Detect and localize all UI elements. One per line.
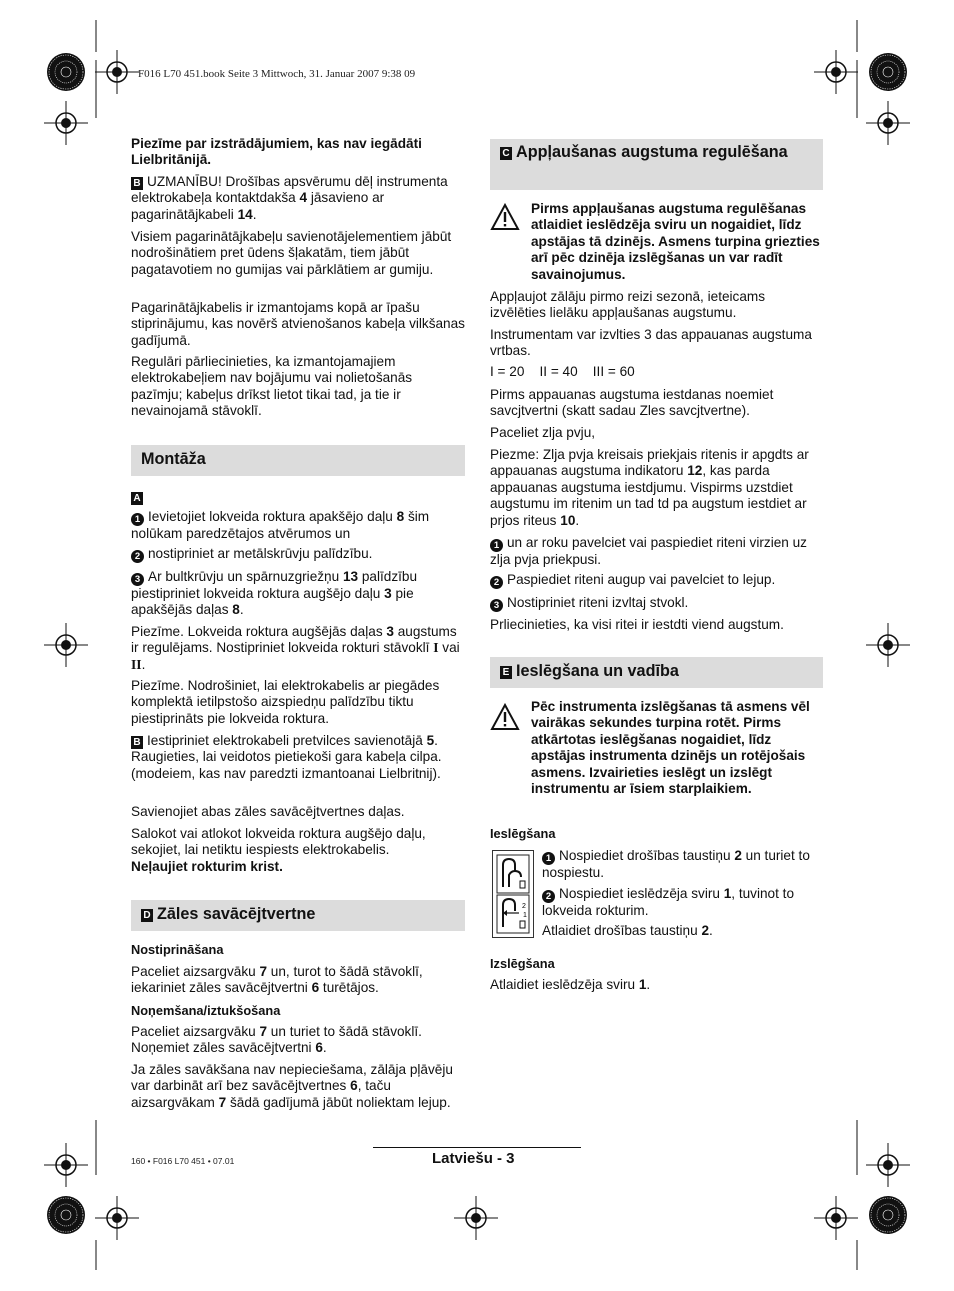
figure-letter-badge: B [131, 177, 143, 190]
figure-label-2: 2 [522, 903, 526, 910]
reg-mark-5 [44, 623, 88, 667]
star-mark-tr [869, 53, 907, 91]
note-handle-height: Piezīme. Lokveida roktura augšējās daļas 3 augstums ir regulējams. Nostipriniet lokveida rokturi stāvoklī I vai II. [131, 624, 460, 672]
reg-mark-2 [814, 50, 858, 94]
paragraph-remove-box: Pirms appauanas augstuma iestdanas noemiet savcjtvertni (skatt sadau Zles savcjtvertne). [490, 387, 774, 419]
reg-mark-9 [95, 1196, 139, 1240]
reg-mark-1 [95, 50, 139, 94]
reg-mark-4 [866, 101, 910, 145]
figure-letter-badge: D [141, 909, 153, 922]
footer-page-label: Latviešu - 3 [432, 1150, 515, 1167]
section-heading-montaza: Montāža [131, 445, 465, 476]
star-mark-br [869, 1196, 907, 1234]
height-step-1: 1 un ar roku pavelciet vai paspiediet riteni virzien uz zlja pvja priekpusi. [490, 535, 807, 567]
warning-triangle-icon [490, 203, 520, 231]
star-mark-tl [47, 53, 85, 91]
figure-ref-a [131, 489, 147, 505]
reg-mark-6 [866, 623, 910, 667]
height-step-2: 2 Paspiediet riteni augup vai pavelciet to lejup. [490, 572, 823, 589]
figure-label-1: 1 [523, 912, 527, 919]
paragraph-without-box: Ja zāles savākšana nav nepieciešama, zālāja pļāvēju var darbināt arī bez savācējtvertnes 6, taču aizsargvākam 7 šādā gadījumā jābūt noliektam lejup. [131, 1062, 453, 1110]
handle-switch-icon [493, 851, 533, 937]
paragraph-connectors: Visiem pagarinātājkabeļu savienotājelementiem jābūt nodrošinātiem pret ūdens šļakatām, tiem jābūt pagatavotiem no gumijas vai pārklātiem ar gumiju. [131, 229, 452, 277]
star-mark-bl [47, 1196, 85, 1234]
figure-letter-badge: B [131, 736, 143, 749]
step-marker: 2 [490, 576, 503, 589]
section-heading-cutting-height: C Appļaušanas augstuma regulēšana [490, 139, 823, 190]
print-header: F016 L70 451.book Seite 3 Mittwoch, 31. Januar 2007 9:38 09 [138, 68, 416, 80]
step-1: 1 Ievietojiet lokveida roktura apakšējo daļu 8 šim nolūkam paredzētajos atvērumos un [131, 509, 430, 541]
step-marker: 2 [131, 550, 144, 563]
height-values: I = 20 II = 40 III = 60 [490, 364, 635, 379]
step-marker: 2 [542, 890, 555, 903]
step-marker: 1 [490, 539, 503, 552]
paragraph-plug: B UZMANĪBU! Drošības apsvērumu dēļ instrumenta elektrokabeļa kontaktdakša 4 jāsavieno ar pagarinātājkabeli 14. [131, 174, 448, 222]
paragraph-folding: Salokot vai atlokot lokveida roktura augšējo daļu, sekojiet, lai netiktu iespiests elektrokabelis. [131, 826, 426, 858]
figure-letter-badge: C [500, 147, 512, 160]
subheading-switch-on: Ieslēgšana [490, 826, 556, 841]
figure-letter-badge: A [131, 492, 143, 505]
step-3: 3 Ar bultkrūvju un spārnuzgriežņu 13 palīdzību piestipriniet lokveida roktura augšējo daļu 3 pie apakšējās daļas 8. [131, 569, 418, 618]
paragraph-all-wheels: Prliecinieties, ka visi ritei ir iestdti viend augstum. [490, 617, 784, 632]
paragraph-lift-mower: Paceliet zlja pvju, [490, 425, 596, 440]
paragraph-strain-relief: B Iestipriniet elektrokabeli pretvilces savienotājā 5. Raugieties, lai veidotos pietiekoši gara kabeļa cilpa. (modeiem, kas nav paredzti izmantoanai Lielbritnij). [131, 733, 442, 781]
subheading-removal: Noņemšana/iztukšošana [131, 1003, 281, 1018]
paragraph-mounting: Paceliet aizsargvāku 7 un, turot to šādā stāvoklī, iekariniet zāles savācējtvertni 6 turētājos. [131, 964, 423, 996]
switch-step-1: 1 Nospiediet drošības taustiņu 2 un turiet to nospiestu. [542, 848, 810, 880]
note-title: Piezīme par izstrādājumiem, kas nav iegādāti Lielbritānijā. [131, 136, 422, 168]
reg-mark-10 [454, 1196, 498, 1240]
note-height-indicator: Piezme: Zlja pvja kreisais priekjais ritenis ir apgdts ar appauanas augstuma indikatoru 12, kas parda appauanas augstuma iestdjumu. Vispirms uzstdiet augstumu im ritenim un tad td pa augstum iestdiet ar prjos riteus 10. [490, 447, 809, 528]
step-marker: 1 [131, 513, 144, 526]
step-2: 2 nostipriniet ar metālskrūvju palīdzību. [131, 546, 465, 563]
reg-mark-8 [866, 1143, 910, 1187]
step-marker: 3 [131, 573, 144, 586]
warning-dont-drop: Neļaujiet rokturim krist. [131, 859, 283, 874]
note-cable-clips: Piezīme. Nodrošiniet, lai elektrokabelis ar piegādes komplektā ietilpstošo aizspiedņu palīdzību tiktu piestiprināts pie lokveida roktura. [131, 678, 440, 726]
reg-mark-7 [44, 1143, 88, 1187]
step-marker: 3 [490, 599, 503, 612]
paragraph-first-cut: Appļaujot zālāju pirmo reizi sezonā, ieteicams izvēlēties lielāku appļaušanas augstumu. [490, 289, 766, 321]
step-marker: 1 [542, 852, 555, 865]
switch-step-3: Atlaidiet drošības taustiņu 2. [542, 923, 713, 938]
warning-triangle-icon [490, 703, 520, 731]
paragraph-removal: Paceliet aizsargvāku 7 un turiet to šādā stāvoklī. Noņemiet zāles savācējtvertni 6. [131, 1024, 422, 1056]
warning-blade-rotation: Pēc instrumenta izslēgšanas tā asmens vēl vairākas sekundes turpina rotēt. Pirms atkārtotas ieslēgšanas nogaidiet, līdz apstājas instrumenta dzinējs un rotējošais asmens. Izvairieties ieslēgt un izslēgt instrumentu ar īsiem starplaikiem. [531, 699, 810, 797]
subheading-mounting: Nostiprināšana [131, 942, 224, 957]
figure-letter-badge: E [500, 666, 512, 679]
paragraph-extension: Pagarinātājkabelis ir izmantojams kopā ar īpašu stiprinājumu, kas novērš atvienošanos kabeļa vilkšanas gadījumā. [131, 300, 465, 348]
footer-doc-code: 160 • F016 L70 451 • 07.01 [131, 1156, 235, 1166]
height-step-3: 3 Nostipriniet riteni izvltaj stvokl. [490, 595, 823, 612]
switch-figure [492, 850, 534, 938]
reg-mark-11 [814, 1196, 858, 1240]
switch-step-2: 2 Nospiediet ieslēdzēja sviru 1, tuvinot to lokveida rokturim. [542, 886, 794, 918]
reg-mark-3 [44, 101, 88, 145]
footer-rule [373, 1147, 581, 1148]
paragraph-join-box: Savienojiet abas zāles savācējtvertnes daļas. [131, 804, 405, 819]
subheading-switch-off: Izslēgšana [490, 956, 555, 971]
section-heading-operation: E Ieslēgšana un vadība [490, 657, 823, 688]
paragraph-check-cables: Regulāri pārliecinieties, ka izmantojamajiem elektrokabeļiem nav bojājumu vai nolietošanās pazīmju; kabeļus drīkst lietot tikai tad, ja tie ir nevainojamā stāvoklī. [131, 354, 413, 419]
paragraph-switch-off: Atlaidiet ieslēdzēja sviru 1. [490, 977, 651, 992]
section-heading-grass-box: D Zāles savācējtvertne [131, 900, 465, 931]
paragraph-height-options: Instrumentam var izvlties 3 das appauanas augstuma vrtbas. [490, 327, 812, 359]
warning-cutting-height: Pirms appļaušanas augstuma regulēšanas atlaidiet ieslēdzēja sviru un nogaidiet, līdz apstājas tā dzinējs. Asmens turpina griezties arī pēc dzinēja izslēgšanas un var radīt savainojumus. [531, 201, 820, 282]
